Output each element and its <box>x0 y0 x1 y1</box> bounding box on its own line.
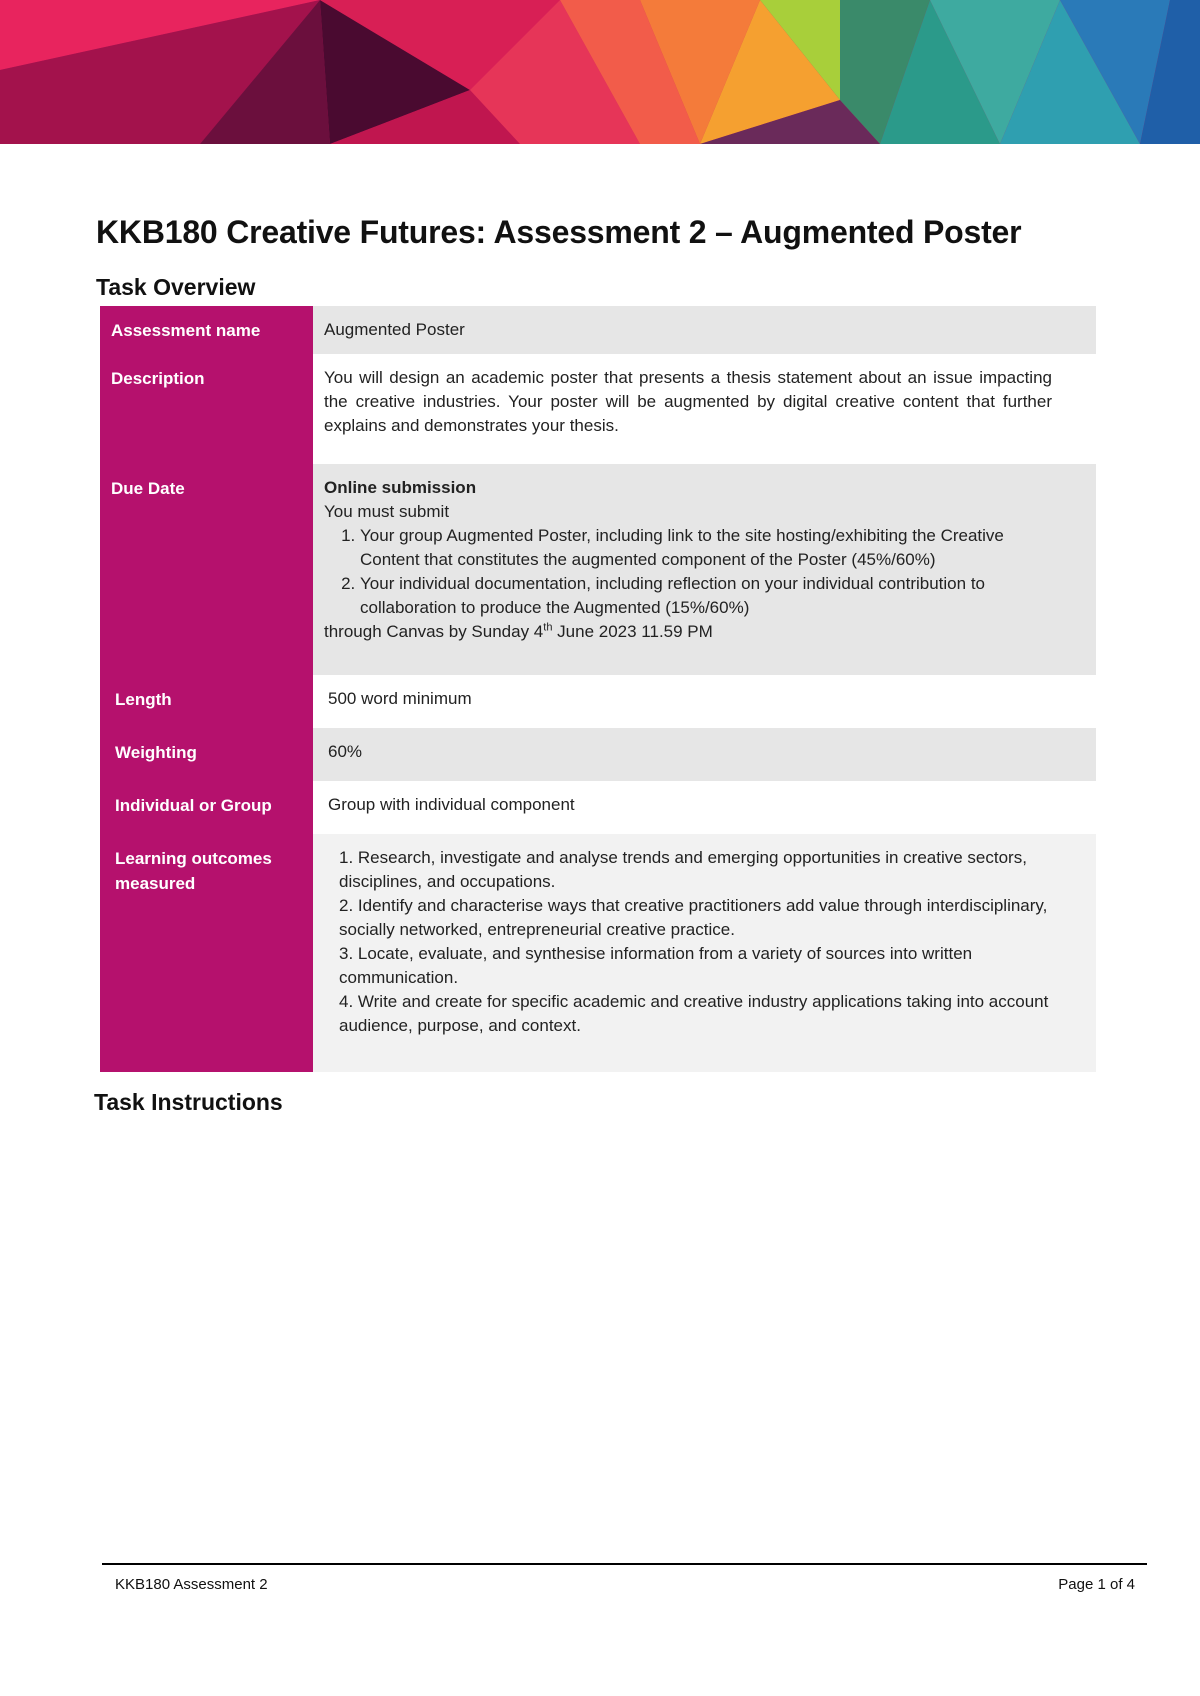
length-value: 500 word minimum <box>328 689 472 708</box>
footer-course-label: KKB180 Assessment 2 <box>115 1576 268 1593</box>
length-row <box>100 675 1096 728</box>
due-date-label: Due Date <box>111 479 185 498</box>
individual-or-group-label: Individual or Group <box>115 796 272 815</box>
footer-divider <box>102 1563 1147 1565</box>
individual-or-group-value: Group with individual component <box>328 795 575 814</box>
learning-outcomes-label: Learning outcomes measured <box>115 849 272 893</box>
learning-outcomes-value <box>313 834 1096 1038</box>
due-date-value <box>313 464 1096 644</box>
due-date-heading: Online submission <box>324 478 477 497</box>
learning-outcome-item: 3. Locate, evaluate, and synthesise information from a variety of sources into written communication. <box>339 944 973 987</box>
learning-outcome-item: 4. Write and create for specific academic and creative industry applications taking into account audience, purpose, and context. <box>339 992 1049 1035</box>
task-overview-table <box>100 306 1096 1072</box>
document-title: KKB180 Creative Futures: Assessment 2 – Augmented Poster <box>96 214 1022 250</box>
due-date-item: 1. Your group Augmented Poster, including link to the site hosting/exhibiting the Creative Content that constitutes the augmented component of the Poster (45%/60%) <box>360 524 1052 572</box>
due-date-row <box>100 464 1096 675</box>
weighting-value: 60% <box>328 742 363 761</box>
learning-outcomes-row <box>100 834 1096 1072</box>
due-date-intro: You must submit <box>324 502 450 521</box>
description-value: You will design an academic poster that presents a thesis statement about an issue impacting the creative industries. Your poster will be augmented by digital creative content that further explains and demonstrates your thesis. <box>324 368 1052 435</box>
due-date-closing <box>324 620 1052 644</box>
description-label: Description <box>111 369 205 388</box>
learning-outcome-item: 1. Research, investigate and analyse trends and emerging opportunities in creative sectors, disciplines, and occupations. <box>339 848 1027 891</box>
learning-outcome-item: 2. Identify and characterise ways that creative practitioners add value through interdisciplinary, socially networked, entrepreneurial creative practice. <box>339 896 1048 939</box>
individual-or-group-row <box>100 781 1096 834</box>
length-label: Length <box>115 690 172 709</box>
task-instructions-heading: Task Instructions <box>94 1089 283 1115</box>
due-date-closing-text: through Canvas by Sunday 4 <box>324 622 544 641</box>
task-overview-heading: Task Overview <box>96 274 256 300</box>
weighting-label: Weighting <box>115 743 197 762</box>
due-date-list <box>324 524 1052 620</box>
footer-page-number: Page 1 of 4 <box>1058 1576 1135 1593</box>
assessment-name-label: Assessment name <box>111 321 261 340</box>
decorative-banner <box>0 0 1200 144</box>
assessment-name-value: Augmented Poster <box>324 320 465 339</box>
due-date-item: 2. Your individual documentation, including reflection on your individual contribution to collaboration to produce the Augmented (15%/60%) <box>360 572 1052 620</box>
due-date-ordinal: th <box>543 621 553 634</box>
assessment-name-row <box>100 306 1096 354</box>
weighting-row <box>100 728 1096 781</box>
description-row <box>100 354 1096 464</box>
due-date-closing-time: June 2023 11.59 PM <box>552 622 713 641</box>
